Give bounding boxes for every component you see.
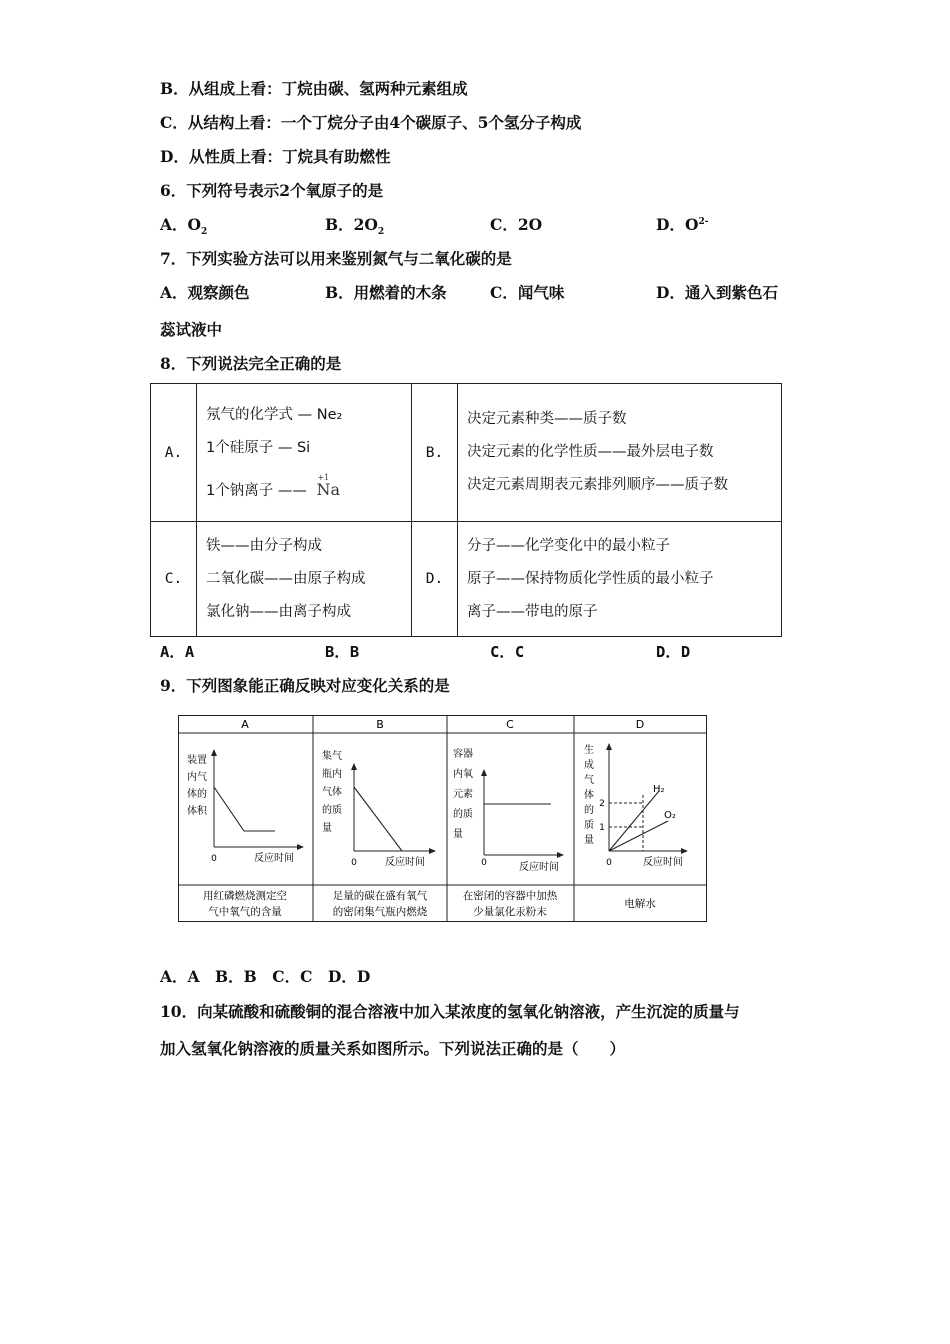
q8-a-line-3 xyxy=(206,473,411,506)
q8-d-line-2: 原子——保持物质化学性质的最小粒子 xyxy=(467,570,714,587)
sodium-charge: +1 xyxy=(317,473,330,482)
q9-graphs-figure xyxy=(178,715,708,923)
q8-option-b: B．B xyxy=(325,643,360,661)
graph-a-xlabel: 反应时间 xyxy=(254,853,294,864)
graph-c xyxy=(453,748,564,873)
graph-b-y-arrow xyxy=(351,763,357,770)
graph-header-b: B xyxy=(376,718,384,731)
q8-option-d: D．D xyxy=(656,643,691,661)
q7-option-c: C．闻气味 xyxy=(490,283,565,302)
graph-c-ylabel: 内氧 xyxy=(453,769,473,780)
q7-option-b: B．用燃着的木条 xyxy=(325,283,447,302)
graph-b-ylabel: 气体 xyxy=(322,787,342,798)
graph-a-caption: 用红磷燃烧测定空 xyxy=(203,890,287,902)
graph-d-xlabel: 反应时间 xyxy=(643,857,683,868)
q5-option-d: D．从性质上看：丁烷具有助燃性 xyxy=(160,147,391,166)
q6-option-d: D．$O^{2-}$ xyxy=(656,215,709,234)
q6-option-a: A．$O_2$ xyxy=(160,215,208,238)
q7-option-a: A．观察颜色 xyxy=(160,283,250,302)
graph-a-y-arrow xyxy=(211,749,217,756)
sodium-symbol xyxy=(311,473,340,506)
graph-b-origin: 0 xyxy=(351,858,357,868)
graph-d-x-arrow xyxy=(681,848,688,854)
graph-a-origin: 0 xyxy=(211,854,217,864)
q8-label-b: B. xyxy=(412,384,458,522)
q8-a-line-2: 1个硅原子 — Si xyxy=(206,440,311,456)
graph-d-h2-line xyxy=(609,791,659,851)
graph-a-caption: 气中氧气的含量 xyxy=(208,906,282,918)
q8-table-row xyxy=(151,384,782,522)
graph-b-xlabel: 反应时间 xyxy=(385,857,425,868)
graph-b-ylabel: 瓶内 xyxy=(322,769,342,780)
sodium-text: Na xyxy=(316,480,341,499)
graph-b-curve xyxy=(354,787,402,851)
graph-a-x-arrow xyxy=(297,844,304,850)
graph-b-ylabel: 的质 xyxy=(322,805,342,816)
graph-header-c: C xyxy=(506,718,514,731)
q8-cell-a xyxy=(197,384,412,522)
graph-c-xlabel: 反应时间 xyxy=(519,862,559,873)
graph-c-ylabel: 元素 xyxy=(453,789,473,800)
graph-b-x-arrow xyxy=(429,848,436,854)
q9-options: A．A B．B C．C D．D xyxy=(160,967,371,986)
graph-d-h2-label: H₂ xyxy=(653,784,665,795)
graph-d-ylabel: 体 xyxy=(584,790,594,801)
q8-table xyxy=(150,383,782,637)
graph-b xyxy=(322,749,436,868)
graph-c-ylabel: 量 xyxy=(453,829,463,840)
q5-option-b: B．从组成上看：丁烷由碳、氢两种元素组成 xyxy=(160,79,468,98)
q8-option-c: C．C xyxy=(490,643,525,661)
graph-a-ylabel: 装置 xyxy=(187,755,207,766)
q8-cell-d xyxy=(458,522,782,637)
q7-option-d: D．通入到紫色石 xyxy=(656,283,778,302)
q8-option-a: A．A xyxy=(160,643,195,661)
graph-a-ylabel: 体的 xyxy=(187,789,207,800)
graph-d-ylabel: 的 xyxy=(584,805,594,816)
graph-header-a: A xyxy=(241,718,249,731)
graph-c-y-arrow xyxy=(481,769,487,776)
graph-d-tick-1: 1 xyxy=(599,823,605,833)
graph-b-caption: 足量的碳在盛有氧气 xyxy=(332,890,428,902)
q6-option-c: C．2O xyxy=(490,215,543,234)
q10-line-1: 10．向某硫酸和硫酸铜的混合溶液中加入某浓度的氢氧化钠溶液，产生沉淀的质量与 xyxy=(160,1002,740,1021)
graph-header-d: D xyxy=(635,718,645,731)
q8-b-line-1: 决定元素种类——质子数 xyxy=(467,411,627,427)
q6-stem: 6．下列符号表示2个氧原子的是 xyxy=(160,181,384,200)
q8-c-line-2: 二氧化碳——由原子构成 xyxy=(206,570,366,587)
q8-table-row xyxy=(151,522,782,637)
q8-d-line-3: 离子——带电的原子 xyxy=(467,603,598,620)
graph-a xyxy=(187,749,304,864)
graph-d-caption: 电解水 xyxy=(624,898,656,910)
graph-c-caption: 少量氯化汞粉末 xyxy=(473,906,547,918)
graph-d xyxy=(584,743,688,868)
graph-c-ylabel: 容器 xyxy=(453,749,473,760)
q7-option-d-continued: 蕊试液中 xyxy=(160,320,223,339)
q8-label-a: A. xyxy=(151,384,197,522)
graph-d-tick-2: 2 xyxy=(599,799,605,809)
graph-a-ylabel: 体积 xyxy=(187,806,207,817)
graph-d-ylabel: 生 xyxy=(584,745,594,756)
q6-option-b: B．$2O_2$ xyxy=(325,215,385,238)
q8-stem: 8．下列说法完全正确的是 xyxy=(160,354,342,373)
graph-d-ylabel: 气 xyxy=(584,775,594,786)
q8-c-line-3: 氯化钠——由离子构成 xyxy=(206,603,351,620)
q8-cell-c xyxy=(197,522,412,637)
graph-a-ylabel: 内气 xyxy=(187,772,207,783)
graph-b-caption: 的密闭集气瓶内燃烧 xyxy=(332,906,428,918)
q8-a-line-1: 氖气的化学式 — Ne₂ xyxy=(206,407,343,423)
graph-b-ylabel: 量 xyxy=(322,823,332,834)
graph-c-x-arrow xyxy=(557,852,564,858)
q5-option-c: C．从结构上看：一个丁烷分子由4个碳原子、5个氢分子构成 xyxy=(160,113,582,132)
graph-d-o2-line xyxy=(609,821,668,851)
q10-line-2: 加入氢氧化钠溶液的质量关系如图所示。下列说法正确的是（ ） xyxy=(160,1039,626,1058)
graph-d-ylabel: 质 xyxy=(584,820,594,831)
graph-d-origin: 0 xyxy=(606,858,612,868)
q8-c-line-1: 铁——由分子构成 xyxy=(206,537,322,554)
graph-a-curve xyxy=(214,787,275,831)
graph-d-y-arrow xyxy=(606,743,612,750)
graph-d-o2-label: O₂ xyxy=(664,810,676,821)
q8-b-line-2: 决定元素的化学性质——最外层电子数 xyxy=(467,444,714,460)
q9-stem: 9．下列图象能正确反映对应变化关系的是 xyxy=(160,676,450,695)
graph-c-origin: 0 xyxy=(481,858,487,868)
q8-label-c: C. xyxy=(151,522,197,637)
graph-d-ylabel: 量 xyxy=(584,835,594,846)
q7-stem: 7．下列实验方法可以用来鉴别氮气与二氧化碳的是 xyxy=(160,249,512,268)
q8-d-line-1: 分子——化学变化中的最小粒子 xyxy=(467,537,670,554)
q8-a-line-3-text: 1个钠离子 —— xyxy=(206,483,307,499)
graph-c-ylabel: 的质 xyxy=(453,809,473,820)
graph-b-ylabel: 集气 xyxy=(322,751,342,762)
q8-label-d: D. xyxy=(412,522,458,637)
graph-d-ylabel: 成 xyxy=(584,760,594,771)
graph-c-caption: 在密闭的容器中加热 xyxy=(462,890,558,902)
q8-b-line-3: 决定元素周期表元素排列顺序——质子数 xyxy=(467,477,728,493)
q8-cell-b xyxy=(458,384,782,522)
